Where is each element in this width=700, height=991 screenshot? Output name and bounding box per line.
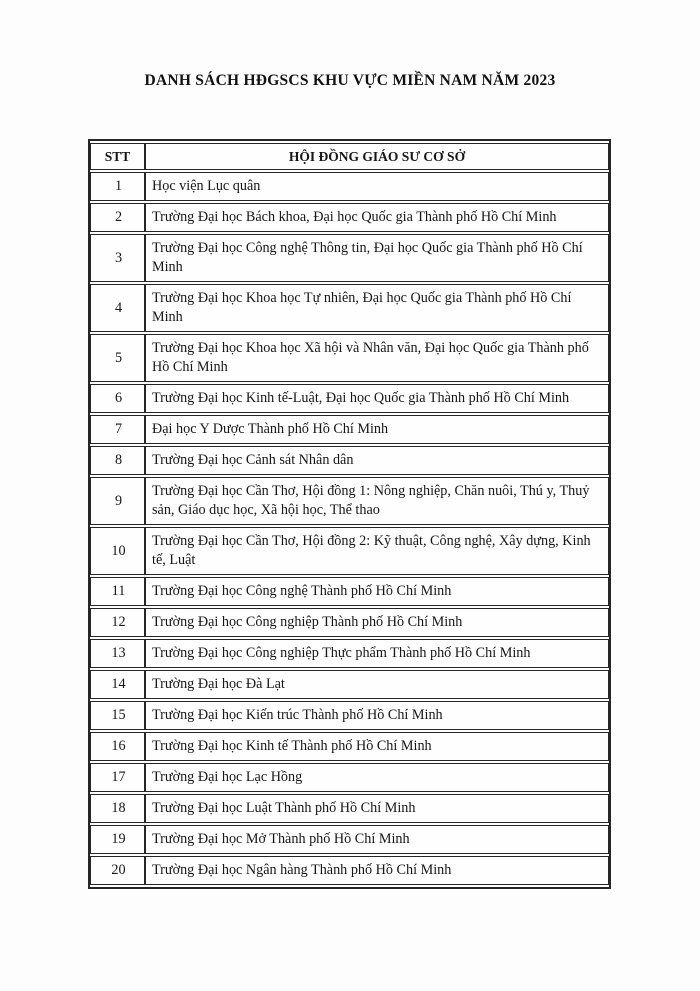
table-head	[90, 143, 609, 170]
council-cell: Đại học Y Dược Thành phố Hồ Chí Minh	[145, 415, 609, 444]
table-row	[90, 608, 609, 637]
table-row	[90, 234, 609, 282]
council-cell: Trường Đại học Kinh tế Thành phố Hồ Chí Minh	[145, 732, 609, 761]
table-row	[90, 670, 609, 699]
council-cell: Trường Đại học Cần Thơ, Hội đồng 2: Kỹ thuật, Công nghệ, Xây dựng, Kinh tế, Luật	[145, 527, 609, 575]
council-cell: Trường Đại học Cần Thơ, Hội đồng 1: Nông nghiệp, Chăn nuôi, Thú y, Thuỷ sản, Giáo dục học, Xã hội học, Thể thao	[145, 477, 609, 525]
table-row	[90, 732, 609, 761]
table-row	[90, 384, 609, 413]
table-row	[90, 477, 609, 525]
council-table	[88, 139, 611, 889]
council-cell: Trường Đại học Luật Thành phố Hồ Chí Minh	[145, 794, 609, 823]
column-header-stt: STT	[90, 143, 145, 170]
stt-cell: 6	[90, 384, 145, 413]
council-cell: Trường Đại học Cảnh sát Nhân dân	[145, 446, 609, 475]
council-cell: Trường Đại học Công nghệ Thành phố Hồ Chí Minh	[145, 577, 609, 606]
page-title: DANH SÁCH HĐGSCS KHU VỰC MIỀN NAM NĂM 2023	[144, 72, 556, 89]
stt-cell: 11	[90, 577, 145, 606]
table-row	[90, 334, 609, 382]
stt-cell: 13	[90, 639, 145, 668]
table-header-row	[90, 143, 609, 170]
council-cell: Trường Đại học Khoa học Tự nhiên, Đại học Quốc gia Thành phố Hồ Chí Minh	[145, 284, 609, 332]
table-row	[90, 639, 609, 668]
table-row	[90, 415, 609, 444]
stt-cell: 18	[90, 794, 145, 823]
stt-cell: 1	[90, 172, 145, 201]
council-cell: Trường Đại học Bách khoa, Đại học Quốc gia Thành phố Hồ Chí Minh	[145, 203, 609, 232]
table-row	[90, 172, 609, 201]
council-cell: Học viện Lục quân	[145, 172, 609, 201]
table-row	[90, 856, 609, 885]
council-cell: Trường Đại học Lạc Hồng	[145, 763, 609, 792]
stt-cell: 12	[90, 608, 145, 637]
table-row	[90, 701, 609, 730]
table-row	[90, 203, 609, 232]
table-row	[90, 577, 609, 606]
stt-cell: 10	[90, 527, 145, 575]
stt-cell: 2	[90, 203, 145, 232]
table-row	[90, 794, 609, 823]
stt-cell: 20	[90, 856, 145, 885]
council-cell: Trường Đại học Khoa học Xã hội và Nhân văn, Đại học Quốc gia Thành phố Hồ Chí Minh	[145, 334, 609, 382]
stt-cell: 3	[90, 234, 145, 282]
stt-cell: 14	[90, 670, 145, 699]
council-cell: Trường Đại học Ngân hàng Thành phố Hồ Chí Minh	[145, 856, 609, 885]
council-cell: Trường Đại học Đà Lạt	[145, 670, 609, 699]
stt-cell: 17	[90, 763, 145, 792]
council-cell: Trường Đại học Mở Thành phố Hồ Chí Minh	[145, 825, 609, 854]
table-row	[90, 284, 609, 332]
stt-cell: 7	[90, 415, 145, 444]
table-row	[90, 763, 609, 792]
stt-cell: 9	[90, 477, 145, 525]
stt-cell: 5	[90, 334, 145, 382]
table-row	[90, 825, 609, 854]
table-body	[90, 172, 609, 885]
stt-cell: 19	[90, 825, 145, 854]
council-cell: Trường Đại học Kinh tế-Luật, Đại học Quốc gia Thành phố Hồ Chí Minh	[145, 384, 609, 413]
council-cell: Trường Đại học Công nghệ Thông tin, Đại học Quốc gia Thành phố Hồ Chí Minh	[145, 234, 609, 282]
table-row	[90, 446, 609, 475]
stt-cell: 8	[90, 446, 145, 475]
column-header-council: HỘI ĐỒNG GIÁO SƯ CƠ SỞ	[145, 143, 609, 170]
stt-cell: 16	[90, 732, 145, 761]
table-row	[90, 527, 609, 575]
stt-cell: 15	[90, 701, 145, 730]
council-cell: Trường Đại học Kiến trúc Thành phố Hồ Chí Minh	[145, 701, 609, 730]
council-cell: Trường Đại học Công nghiệp Thành phố Hồ Chí Minh	[145, 608, 609, 637]
council-cell: Trường Đại học Công nghiệp Thực phẩm Thành phố Hồ Chí Minh	[145, 639, 609, 668]
stt-cell: 4	[90, 284, 145, 332]
